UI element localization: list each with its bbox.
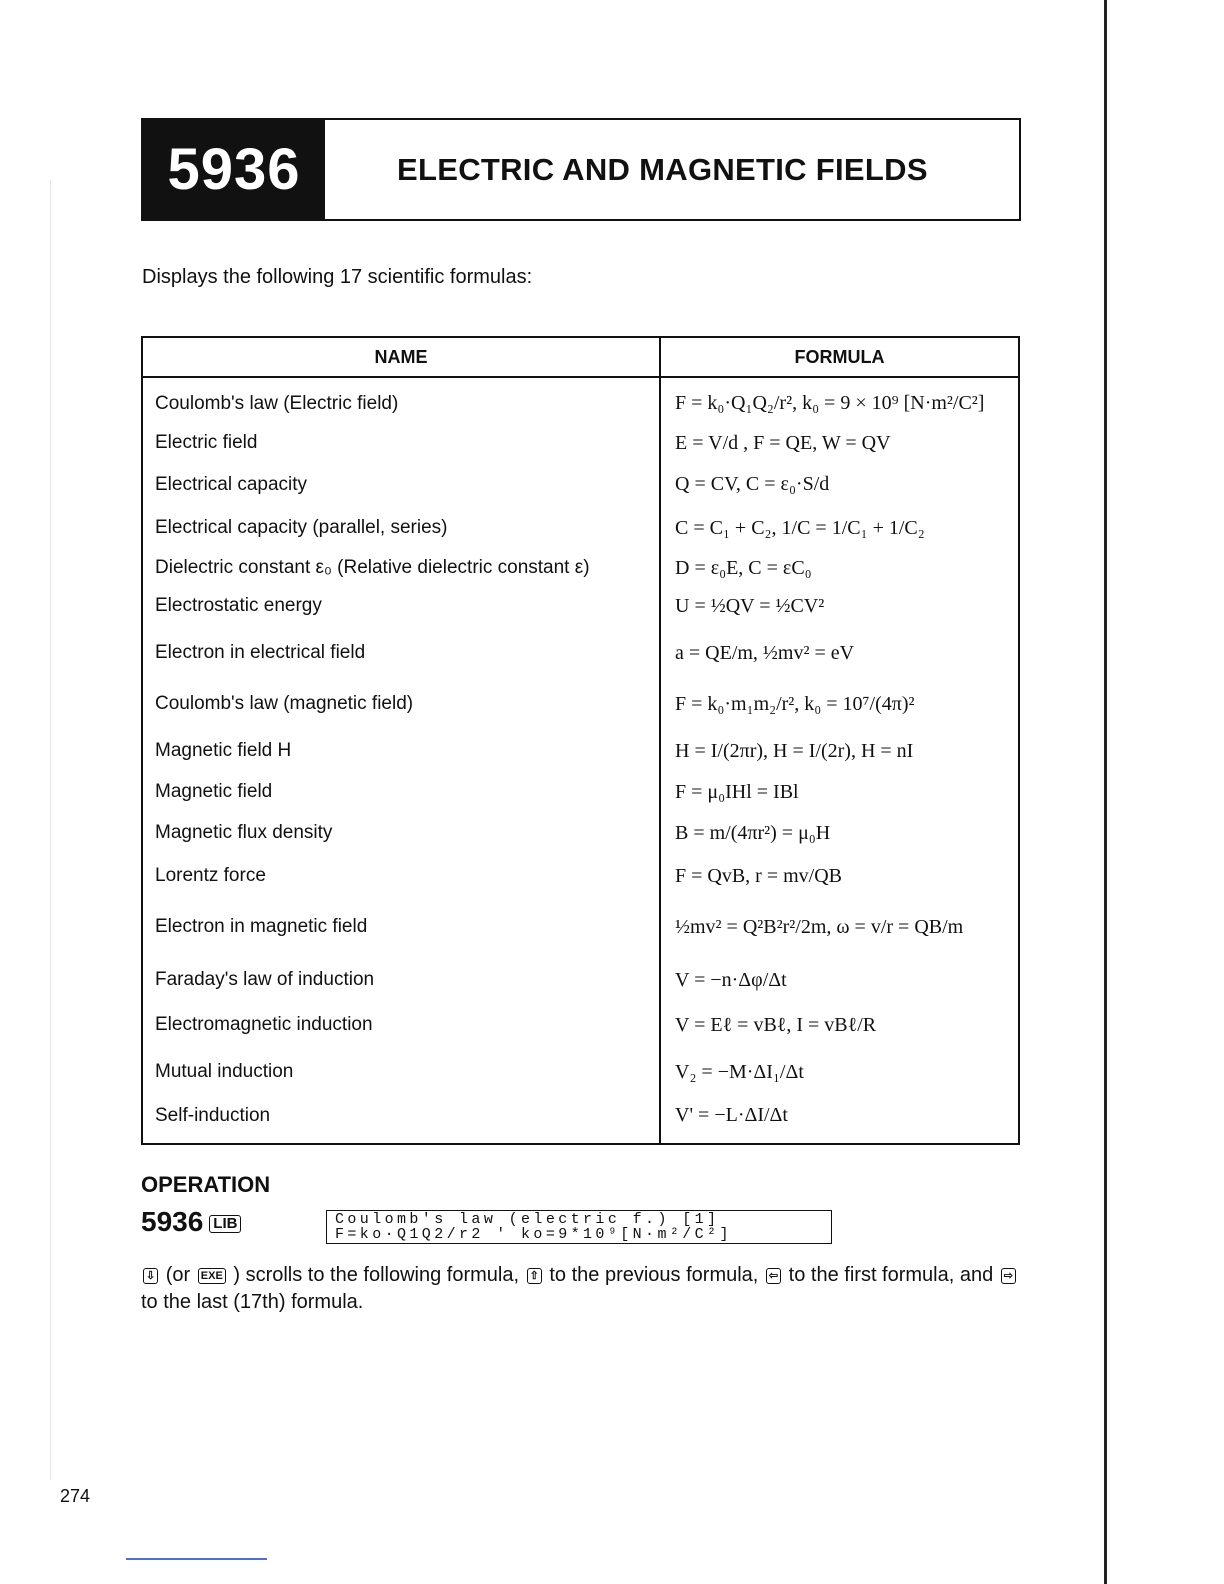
- table-row: [142, 463, 1019, 506]
- table-row: [142, 1048, 1019, 1096]
- formula-column-header: FORMULA: [660, 337, 1019, 377]
- operation-heading: OPERATION: [141, 1172, 271, 1197]
- formula-expression: B = m/(4πr²) = μ₀H: [675, 821, 831, 844]
- formula-expression: F = k₀·m₁m₂/r², k₀ = 10⁷/(4π)²: [675, 692, 915, 715]
- formula-expression: V = −n·Δφ/Δt: [675, 968, 787, 991]
- formula-name: Electrical capacity: [142, 463, 660, 506]
- formula-expression: D = ε₀E, C = εC₀: [675, 556, 812, 579]
- table-row: [142, 1002, 1019, 1048]
- desc-text: ) scrolls to the following formula,: [227, 1264, 525, 1286]
- formula-expression: E = V/d , F = QE, W = QV: [675, 431, 891, 454]
- formula-name: Mutual induction: [142, 1048, 660, 1096]
- desc-text: to the first formula, and: [783, 1264, 999, 1286]
- table-header-row: [142, 337, 1019, 377]
- desc-text: to the previous formula,: [543, 1264, 764, 1286]
- formula-expression: a = QE/m, ½mv² = eV: [675, 641, 855, 664]
- formula-name: Faraday's law of induction: [142, 958, 660, 1002]
- formula-expression: V' = −L·ΔI/Δt: [675, 1104, 788, 1126]
- formula-expression: ½mv² = Q²B²r²/2m, ω = v/r = QB/m: [675, 915, 964, 938]
- program-title: ELECTRIC AND MAGNETIC FIELDS: [397, 151, 928, 187]
- formula-name: Magnetic field: [142, 774, 660, 810]
- formula-expression: H = I/(2πr), H = I/(2r), H = nI: [675, 739, 914, 762]
- formula-expression: F = μ₀IHl = IBl: [675, 780, 799, 803]
- formula-name: Electrical capacity (parallel, series): [142, 506, 660, 550]
- formula-expression: V₂ = −M·ΔI₁/Δt: [675, 1060, 804, 1083]
- up-arrow-key-icon: ⇧: [527, 1268, 542, 1284]
- formula-expression: V = Eℓ = vBℓ, I = vBℓ/R: [675, 1013, 877, 1036]
- formula-name: Self-induction: [142, 1096, 660, 1144]
- formula-expression: F = QvB, r = mv/QB: [675, 864, 843, 887]
- formula-table: [141, 336, 1020, 1145]
- page-number: 274: [60, 1486, 91, 1506]
- exe-key-icon: EXE: [198, 1268, 226, 1284]
- left-arrow-key-icon: ⇦: [766, 1268, 781, 1284]
- program-header: [141, 118, 1021, 221]
- table-row: [142, 586, 1019, 626]
- formula-expression: Q = CV, C = ε₀·S/d: [675, 473, 830, 495]
- table-row: [142, 774, 1019, 810]
- binding-line: [50, 180, 51, 1480]
- table-row: [142, 810, 1019, 856]
- operation-description: [141, 1262, 1031, 1316]
- formula-name: Lorentz force: [142, 856, 660, 896]
- table-row: [142, 680, 1019, 728]
- page-edge-rule: [1104, 0, 1107, 1584]
- formula-name: Electromagnetic induction: [142, 1002, 660, 1048]
- formula-name: Electrostatic energy: [142, 586, 660, 626]
- operation-number: 5936: [141, 1206, 204, 1237]
- intro-text: Displays the following 17 scientific formulas:: [142, 266, 533, 288]
- formula-name: Coulomb's law (magnetic field): [142, 680, 660, 728]
- right-arrow-key-icon: ⇨: [1001, 1268, 1016, 1284]
- formula-name: Coulomb's law (Electric field): [142, 377, 660, 423]
- formula-name: Magnetic field H: [142, 728, 660, 774]
- formula-name: Electron in electrical field: [142, 626, 660, 680]
- formula-expression: F = k₀·Q₁Q₂/r², k₀ = 9 × 10⁹ [N·m²/C²]: [675, 392, 985, 414]
- display-line-1: Coulomb's law (electric f.) [1]: [335, 1211, 720, 1228]
- desc-text: to the last (17th) formula.: [141, 1291, 364, 1313]
- lib-key-icon: LIB: [209, 1215, 241, 1233]
- desc-text: (or: [160, 1264, 196, 1286]
- formula-expression: C = C₁ + C₂, 1/C = 1/C₁ + 1/C₂: [675, 516, 925, 539]
- calculator-display: [326, 1210, 832, 1244]
- table-row: [142, 377, 1019, 423]
- program-number: 5936: [143, 120, 325, 219]
- table-row: [142, 856, 1019, 896]
- down-arrow-key-icon: ⇩: [143, 1268, 158, 1284]
- formula-name: Dielectric constant ε₀ (Relative dielectric constant ε): [142, 550, 660, 586]
- table-row: [142, 1096, 1019, 1144]
- table-row: [142, 423, 1019, 463]
- table-row: [142, 728, 1019, 774]
- footnote-rule: [126, 1558, 267, 1560]
- operation-command: [141, 1206, 241, 1238]
- formula-name: Electron in magnetic field: [142, 896, 660, 958]
- formula-name: Electric field: [142, 423, 660, 463]
- name-column-header: NAME: [142, 337, 660, 377]
- table-row: [142, 626, 1019, 680]
- table-row: [142, 550, 1019, 586]
- table-row: [142, 506, 1019, 550]
- table-row: [142, 896, 1019, 958]
- formula-expression: U = ½QV = ½CV²: [675, 594, 825, 617]
- table-row: [142, 958, 1019, 1002]
- formula-name: Magnetic flux density: [142, 810, 660, 856]
- display-line-2: F=ko·Q1Q2/r2 ' ko=9*10⁹[N·m²/C²]: [335, 1226, 732, 1243]
